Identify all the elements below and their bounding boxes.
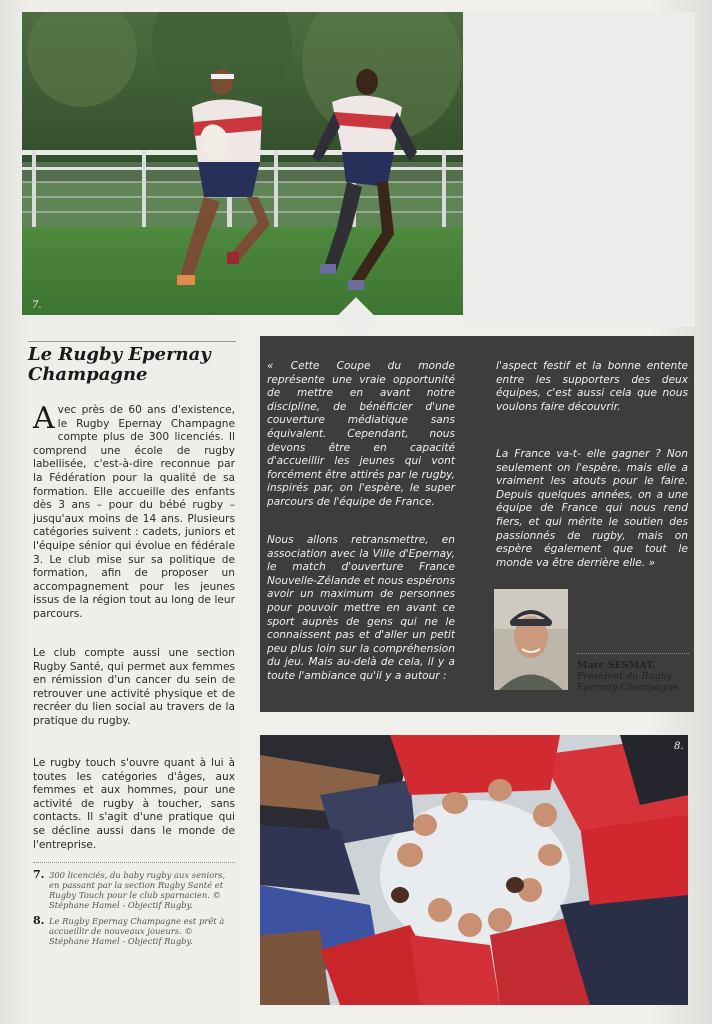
quote-col1-p1: « Cette Coupe du monde représente une vraie opportunité de mettre en avant notre discipline, de bénéficier d'une couverture médiatique sans équivalent. Cependant, nous devons être en capacité d'accueillir les jeunes qui vont forcément être attirés par le rugby, inspirés par, on l'espère, le super parcours de l'équipe de France. (267, 360, 455, 508)
paragraph-1-text: vec près de 60 ans d'existence, le Rugby Epernay Champagne compte plus de 300 licenciés. Il comprend une école de rugby labellisée, c'est-à-dire reconnue par la Fédération pour la qualité de sa formation. Elle accueille des enfants dès 3 ans – pour du bébé rugby – jusqu'aux moins de 14 ans. Plusieurs catégories suivent : cadets, juniors et l'équipe sénior qui évolue en fédérale 3. Le club mise sur sa politique de formation, afin de proposer un accompagnement pour les jeunes issus de la région tout au long de leur parcours. (33, 404, 235, 620)
photo2-caption-number: 8. (674, 741, 684, 752)
article-paragraph-2: Le club compte aussi une section Rugby Santé, qui permet aux femmes en rémission d'un cancer du sein de retrouver une activité physique et de recréer du lien social au travers de la pratique du rugby. (33, 647, 235, 727)
article-title: Le Rugby Epernay Champagne (28, 344, 211, 385)
signature-rule (577, 653, 689, 654)
caption-7-number: 7. (33, 868, 45, 881)
decorative-panel (463, 12, 695, 327)
caption-7-text: 300 licenciés, du baby rugby aux seniors, en passant par la section Rugby Santé et Rugby Touch pour le club sparnacien. © Stéphane Hamel - Objectif Rugby. (49, 870, 226, 910)
caption-8-text: Le Rugby Epernay Champagne est prêt à accueillir de nouveaux joueurs. © Stéphane Hamel - Objectif Rugby. (49, 916, 225, 946)
signature (577, 660, 689, 693)
article-paragraph-3: Le rugby touch s'ouvre quant à lui à toutes les catégories d'âges, aux femmes et aux hommes, pour une activité de rugby à toucher, sans contacts. Il s'agit d'une pratique qui se décline aussi dans le monde de l'entreprise. (33, 757, 235, 851)
signature-role: Président du Rugby Epernay Champagne. (577, 671, 681, 693)
title-rule (28, 341, 236, 342)
caption-8-number: 8. (33, 914, 45, 927)
photo-team-huddle (260, 735, 688, 1005)
quote-col2-p1: l'aspect festif et la bonne entente entre les supporters des deux équipes, c'est aussi cela que nous voulons faire découvrir. (496, 360, 688, 413)
caption-8 (33, 916, 238, 946)
signature-name: Marc SESMAT, (577, 660, 656, 671)
quote-col1-p2: Nous allons retransmettre, en association avec la Ville d'Epernay, le match d'ouverture France Nouvelle-Zélande et nous espérons avoir un maximum de personnes pour pouvoir mettre en avant ce sport auprès de gens qui ne le connaissent pas et d'aller un petit peu plus loin sur la compréhension du jeu. Mais au-delà de cela, il y a toute l'ambiance qu'il y a autour : (267, 534, 455, 682)
captions-rule (33, 862, 235, 863)
article-paragraph-1 (33, 401, 235, 622)
photo-rugby-players-running (22, 12, 463, 315)
portrait-photo (494, 589, 568, 690)
caption-7 (33, 870, 238, 910)
quote-col2-p2: La France va-t- elle gagner ? Non seulement on l'espère, mais elle a vraiment les atouts pour le faire. Depuis quelques années, on a une équipe de France qui nous rend fiers, et qui mérite le soutien des passionnés de rugby, mais on espère également que tout le monde va être derrière elle. » (496, 448, 688, 569)
photo1-caption-number: 7. (32, 300, 42, 311)
drop-cap: A (33, 401, 55, 436)
